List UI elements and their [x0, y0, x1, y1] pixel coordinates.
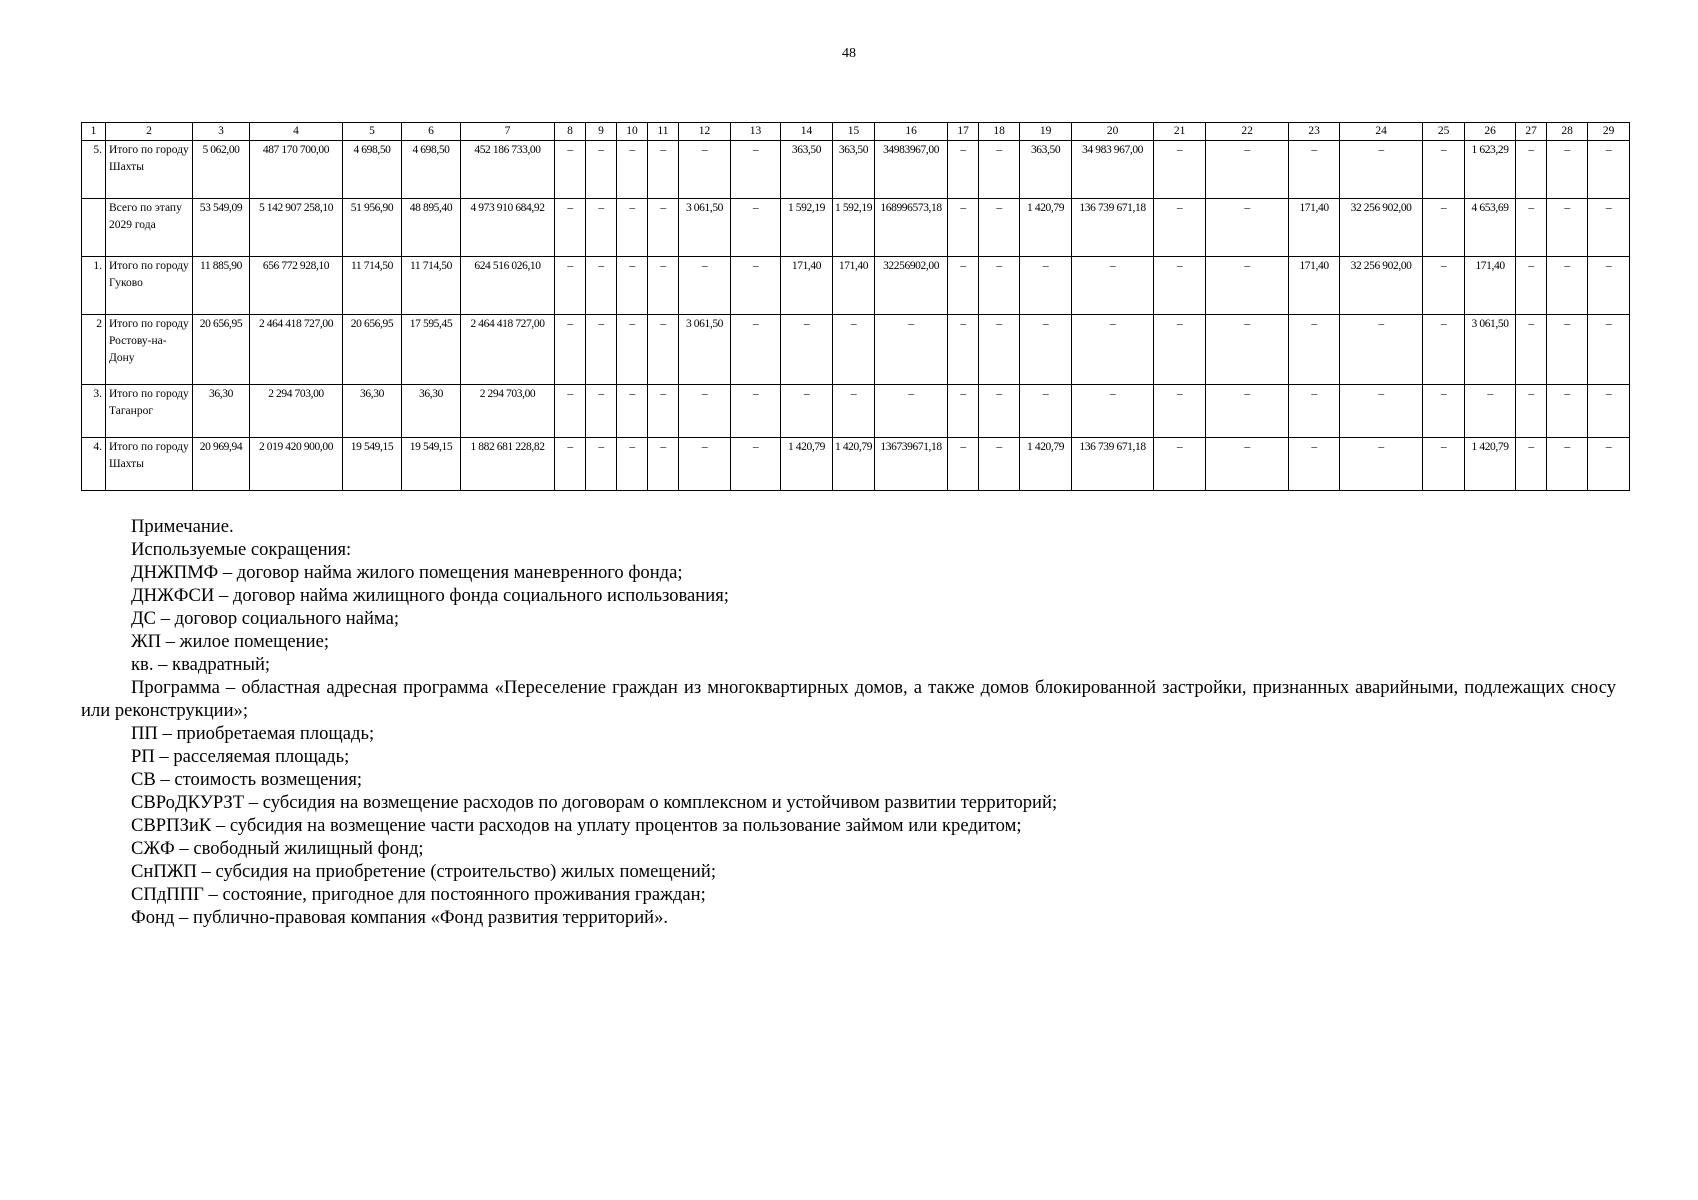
table-cell: – [948, 438, 979, 491]
table-cell: – [1154, 385, 1206, 438]
table-cell: 51 956,90 [343, 199, 402, 257]
table-cell: – [875, 315, 948, 385]
table-cell: – [1547, 257, 1588, 315]
table-row [82, 199, 1630, 257]
table-cell: 5 142 907 258,10 [250, 199, 343, 257]
table-cell: – [679, 141, 731, 199]
table-cell: – [1547, 385, 1588, 438]
table-cell: – [1072, 315, 1154, 385]
column-number: 29 [1588, 123, 1630, 141]
table-cell: 136 739 671,18 [1072, 199, 1154, 257]
table-cell: 171,40 [1289, 199, 1340, 257]
table-cell: 363,50 [833, 141, 875, 199]
table-cell: 34983967,00 [875, 141, 948, 199]
table-cell: – [1588, 141, 1630, 199]
note-line: ПП – приобретаемая площадь; [131, 723, 375, 744]
table-cell: 1 420,79 [1020, 199, 1072, 257]
table-cell: 53 549,09 [193, 199, 250, 257]
table-cell: – [1289, 141, 1340, 199]
table-cell: – [833, 315, 875, 385]
table-cell: – [617, 199, 648, 257]
table-cell: – [948, 257, 979, 315]
row-number: 1. [82, 257, 106, 315]
table-cell: 2 294 703,00 [461, 385, 555, 438]
table-cell: 171,40 [833, 257, 875, 315]
table-cell: – [1340, 438, 1423, 491]
table-cell: – [586, 257, 617, 315]
table-cell: – [617, 438, 648, 491]
row-number: 3. [82, 385, 106, 438]
row-number: 5. [82, 141, 106, 199]
column-number: 14 [781, 123, 833, 141]
notes-section [81, 515, 1616, 929]
note-line: ДС – договор социального найма; [131, 608, 399, 629]
table-cell: – [1423, 315, 1465, 385]
table-cell: – [948, 199, 979, 257]
column-number: 26 [1465, 123, 1516, 141]
table-cell: – [586, 315, 617, 385]
column-number: 16 [875, 123, 948, 141]
table-cell: – [1154, 199, 1206, 257]
table-cell: 171,40 [781, 257, 833, 315]
column-number: 25 [1423, 123, 1465, 141]
row-label: Итого по городу Ростову-на-Дону [106, 315, 193, 385]
table-cell: – [979, 199, 1020, 257]
table-cell: – [555, 315, 586, 385]
table-cell: – [617, 257, 648, 315]
table-cell: – [1154, 141, 1206, 199]
column-number: 17 [948, 123, 979, 141]
table-cell: – [648, 438, 679, 491]
table-cell: – [586, 199, 617, 257]
table-cell: – [617, 141, 648, 199]
table-cell: – [1516, 141, 1547, 199]
table-cell: 36,30 [193, 385, 250, 438]
table-cell: 32 256 902,00 [1340, 199, 1423, 257]
column-number: 6 [402, 123, 461, 141]
column-number: 18 [979, 123, 1020, 141]
table-cell: 32256902,00 [875, 257, 948, 315]
table-cell: 3 061,50 [679, 199, 731, 257]
table-cell: – [1289, 385, 1340, 438]
table-cell: 19 549,15 [402, 438, 461, 491]
table-cell: 1 420,79 [833, 438, 875, 491]
table-cell: 171,40 [1289, 257, 1340, 315]
table-cell: 17 595,45 [402, 315, 461, 385]
note-line: СПдППГ – состояние, пригодное для постоянного проживания граждан; [131, 884, 706, 905]
table-header-row [82, 123, 1630, 141]
column-number: 22 [1206, 123, 1289, 141]
column-number: 28 [1547, 123, 1588, 141]
column-number: 13 [731, 123, 781, 141]
table-cell: 2 464 418 727,00 [461, 315, 555, 385]
note-line: кв. – квадратный; [131, 654, 271, 675]
table-cell: 20 656,95 [193, 315, 250, 385]
table-cell: 20 969,94 [193, 438, 250, 491]
table-cell: – [1020, 257, 1072, 315]
table-cell: – [648, 199, 679, 257]
table-cell: – [1588, 315, 1630, 385]
column-number: 24 [1340, 123, 1423, 141]
table-cell: 34 983 967,00 [1072, 141, 1154, 199]
table-cell: 20 656,95 [343, 315, 402, 385]
table-cell: – [979, 141, 1020, 199]
data-table [81, 122, 1630, 491]
table-cell: – [586, 141, 617, 199]
table-cell: – [648, 385, 679, 438]
note-line: СВ – стоимость возмещения; [131, 769, 363, 790]
column-number: 19 [1020, 123, 1072, 141]
table-cell: – [1154, 438, 1206, 491]
column-number: 20 [1072, 123, 1154, 141]
table-cell: – [731, 141, 781, 199]
table-cell: – [1423, 199, 1465, 257]
note-line: ЖП – жилое помещение; [131, 631, 329, 652]
table-cell: – [1206, 438, 1289, 491]
table-row [82, 315, 1630, 385]
note-line: РП – расселяемая площадь; [131, 746, 350, 767]
column-number: 21 [1154, 123, 1206, 141]
table-cell: – [555, 141, 586, 199]
table-cell: – [731, 315, 781, 385]
table-cell: – [1547, 315, 1588, 385]
table-cell: – [1423, 257, 1465, 315]
table-cell: – [1072, 385, 1154, 438]
table-cell: – [679, 385, 731, 438]
column-number: 3 [193, 123, 250, 141]
table-cell: – [979, 315, 1020, 385]
table-cell: – [1516, 438, 1547, 491]
row-label: Итого по городу Таганрог [106, 385, 193, 438]
table-cell: – [1547, 438, 1588, 491]
column-number: 15 [833, 123, 875, 141]
table-cell: – [1516, 385, 1547, 438]
table-cell: – [1588, 257, 1630, 315]
table-cell: 19 549,15 [343, 438, 402, 491]
table-row [82, 257, 1630, 315]
table-cell: – [555, 199, 586, 257]
table-cell: – [875, 385, 948, 438]
table-cell: – [1206, 141, 1289, 199]
table-cell: – [1465, 385, 1516, 438]
column-number: 2 [106, 123, 193, 141]
row-label: Итого по городу Гуково [106, 257, 193, 315]
table-cell: – [731, 199, 781, 257]
table-cell: 2 464 418 727,00 [250, 315, 343, 385]
table-cell: – [1547, 199, 1588, 257]
table-cell: 4 698,50 [402, 141, 461, 199]
table-cell: 32 256 902,00 [1340, 257, 1423, 315]
note-line: СВРоДКУРЗТ – субсидия на возмещение расходов по договорам о комплексном и устойчивом развитии территорий; [131, 792, 1058, 813]
table-cell: – [1340, 141, 1423, 199]
table-cell: – [1206, 385, 1289, 438]
row-number [82, 199, 106, 257]
table-cell: 452 186 733,00 [461, 141, 555, 199]
table-cell: – [781, 385, 833, 438]
table-cell: 5 062,00 [193, 141, 250, 199]
table-cell: 2 019 420 900,00 [250, 438, 343, 491]
table-cell: – [833, 385, 875, 438]
table-cell: – [1289, 315, 1340, 385]
table-cell: 4 698,50 [343, 141, 402, 199]
table-cell: – [731, 385, 781, 438]
note-line: СЖФ – свободный жилищный фонд; [131, 838, 424, 859]
column-number: 1 [82, 123, 106, 141]
table-cell: – [1206, 257, 1289, 315]
table-cell: – [781, 315, 833, 385]
table-cell: 11 714,50 [343, 257, 402, 315]
table-cell: – [1516, 315, 1547, 385]
table-cell: – [617, 315, 648, 385]
table-cell: – [948, 141, 979, 199]
table-cell: – [1289, 438, 1340, 491]
table-cell: – [1423, 141, 1465, 199]
table-cell: – [1206, 315, 1289, 385]
note-line: ДНЖФСИ – договор найма жилищного фонда социального использования; [131, 585, 729, 606]
column-number: 4 [250, 123, 343, 141]
column-number: 10 [617, 123, 648, 141]
table-cell: 36,30 [343, 385, 402, 438]
table-cell: – [648, 315, 679, 385]
table-cell: – [617, 385, 648, 438]
column-number: 9 [586, 123, 617, 141]
table-cell: 1 882 681 228,82 [461, 438, 555, 491]
table-cell: – [948, 315, 979, 385]
table-cell: – [1423, 385, 1465, 438]
table-cell: – [648, 141, 679, 199]
table-cell: – [731, 257, 781, 315]
table-cell: – [979, 257, 1020, 315]
table-cell: 36,30 [402, 385, 461, 438]
table-cell: 487 170 700,00 [250, 141, 343, 199]
note-line: ДНЖПМФ – договор найма жилого помещения маневренного фонда; [131, 562, 683, 583]
table-cell: – [1206, 199, 1289, 257]
table-cell: – [586, 385, 617, 438]
table-cell: – [679, 257, 731, 315]
table-cell: 3 061,50 [1465, 315, 1516, 385]
note-line: Программа – областная адресная программа «Переселение граждан из многоквартирных домов, а также домов блокированной застройки, признанных аварийными, подлежащих сносу или реконструкции»; [81, 677, 1616, 721]
column-number: 11 [648, 123, 679, 141]
column-number: 8 [555, 123, 586, 141]
row-number: 4. [82, 438, 106, 491]
row-number: 2 [82, 315, 106, 385]
table-cell: 624 516 026,10 [461, 257, 555, 315]
table-cell: 3 061,50 [679, 315, 731, 385]
table-cell: – [1516, 257, 1547, 315]
note-heading: Примечание. [131, 516, 234, 537]
note-line: СнПЖП – субсидия на приобретение (строительство) жилых помещений; [131, 861, 716, 882]
table-cell: – [1547, 141, 1588, 199]
table-cell: 2 294 703,00 [250, 385, 343, 438]
table-cell: 1 623,29 [1465, 141, 1516, 199]
table-row [82, 141, 1630, 199]
table-cell: – [1020, 385, 1072, 438]
table-cell: 1 420,79 [1465, 438, 1516, 491]
table-cell: – [979, 438, 1020, 491]
table-cell: – [1154, 257, 1206, 315]
table-cell: 168996573,18 [875, 199, 948, 257]
column-number: 7 [461, 123, 555, 141]
note-line: Фонд – публично-правовая компания «Фонд развития территорий». [131, 907, 669, 928]
table-cell: – [1588, 199, 1630, 257]
table-cell: – [1154, 315, 1206, 385]
note-line: СВРПЗиК – субсидия на возмещение части расходов на уплату процентов за пользование займом или кредитом; [131, 815, 1022, 836]
table-cell: 1 592,19 [781, 199, 833, 257]
table-cell: 1 592,19 [833, 199, 875, 257]
table-cell: – [1516, 199, 1547, 257]
row-label: Итого по городу Шахты [106, 438, 193, 491]
table-cell: – [555, 438, 586, 491]
table-cell: – [1340, 315, 1423, 385]
table-cell: – [1588, 385, 1630, 438]
table-cell: 656 772 928,10 [250, 257, 343, 315]
table-row [82, 385, 1630, 438]
table-cell: – [1340, 385, 1423, 438]
table-cell: – [555, 257, 586, 315]
table-cell: – [1020, 315, 1072, 385]
table-cell: – [648, 257, 679, 315]
row-label: Всего по этапу 2029 года [106, 199, 193, 257]
table-cell: – [731, 438, 781, 491]
column-number: 5 [343, 123, 402, 141]
table-cell: 136739671,18 [875, 438, 948, 491]
table-cell: – [586, 438, 617, 491]
table-cell: 11 714,50 [402, 257, 461, 315]
table-cell: 136 739 671,18 [1072, 438, 1154, 491]
table-cell: 171,40 [1465, 257, 1516, 315]
column-number: 12 [679, 123, 731, 141]
note-line: Используемые сокращения: [131, 539, 352, 560]
table-container [81, 122, 1630, 491]
page-number: 48 [842, 46, 856, 61]
table-cell: – [979, 385, 1020, 438]
table-cell: 363,50 [781, 141, 833, 199]
row-label: Итого по городу Шахты [106, 141, 193, 199]
table-cell: 1 420,79 [781, 438, 833, 491]
column-number: 23 [1289, 123, 1340, 141]
table-cell: 4 973 910 684,92 [461, 199, 555, 257]
table-cell: 11 885,90 [193, 257, 250, 315]
table-cell: 4 653,69 [1465, 199, 1516, 257]
table-cell: – [555, 385, 586, 438]
table-cell: – [1072, 257, 1154, 315]
table-row [82, 438, 1630, 491]
table-cell: 48 895,40 [402, 199, 461, 257]
table-cell: 363,50 [1020, 141, 1072, 199]
table-cell: – [679, 438, 731, 491]
table-cell: – [1423, 438, 1465, 491]
table-cell: – [1588, 438, 1630, 491]
table-cell: 1 420,79 [1020, 438, 1072, 491]
column-number: 27 [1516, 123, 1547, 141]
table-cell: – [948, 385, 979, 438]
